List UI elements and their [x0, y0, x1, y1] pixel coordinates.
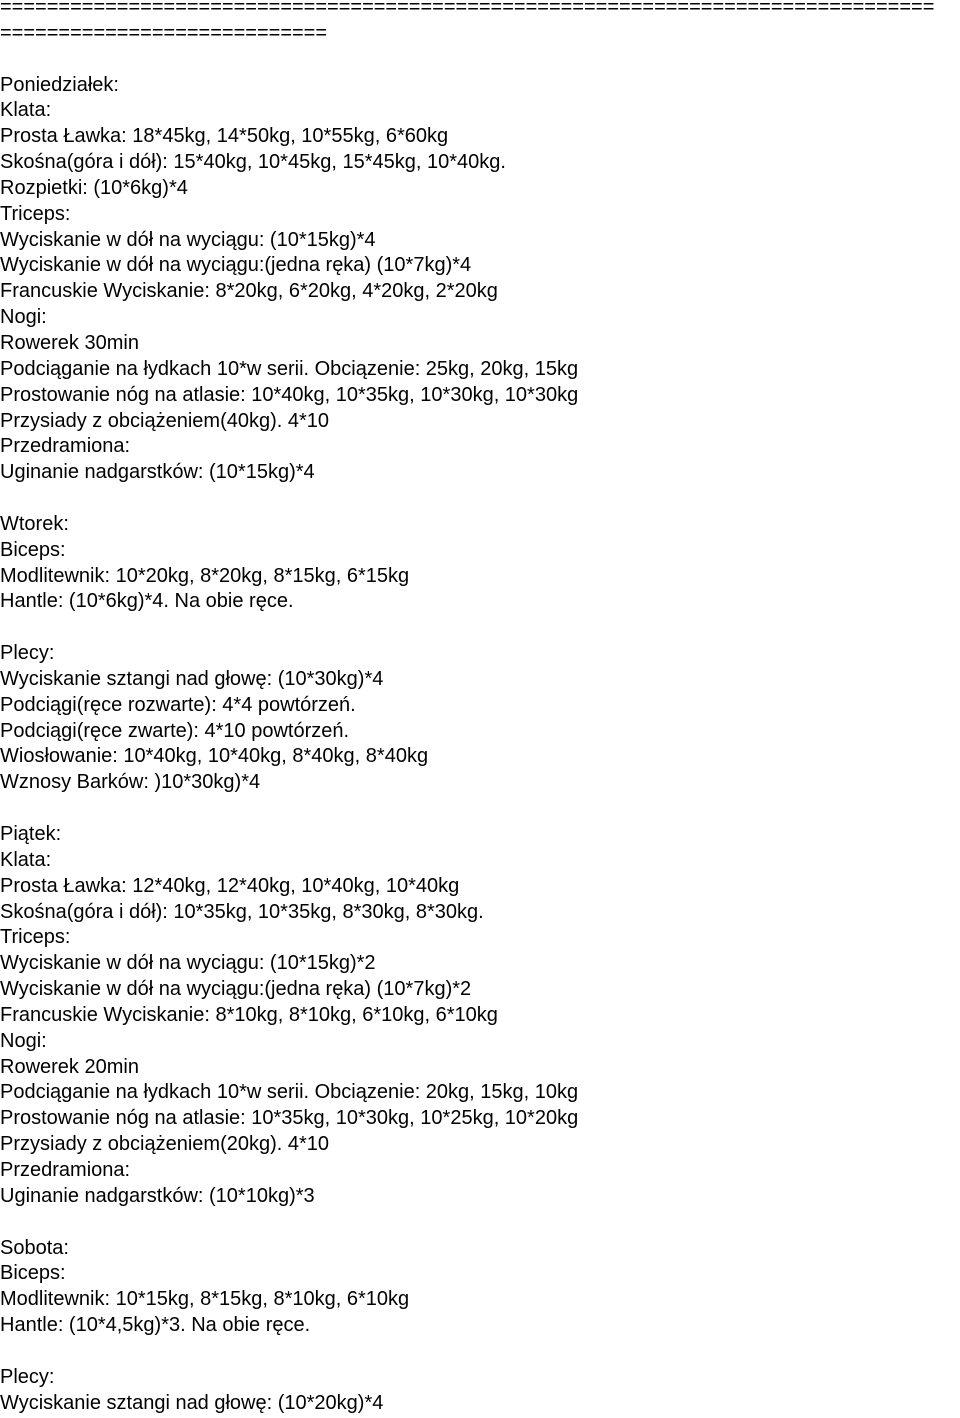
divider-line: ============================ — [0, 21, 328, 44]
text-line: Wiosłowanie: 10*40kg, 10*40kg, 8*40kg, 8*40kg — [0, 745, 429, 768]
section-heading: Klata: — [0, 99, 52, 122]
text-line: Modlitewnik: 10*15kg, 8*15kg, 8*10kg, 6*10kg — [0, 1288, 410, 1311]
text-line: Podciągi(ręce zwarte): 4*10 powtórzeń. — [0, 719, 350, 742]
text-line: Hantle: (10*4,5kg)*3. Na obie ręce. — [0, 1314, 311, 1337]
text-line: Francuskie Wyciskanie: 8*10kg, 8*10kg, 6*10kg, 6*10kg — [0, 1003, 498, 1026]
section-heading: Klata: — [0, 848, 52, 871]
text-line: Wyciskanie w dół na wyciągu:(jedna ręka) (10*7kg)*4 — [0, 254, 472, 277]
section-heading: Nogi: — [0, 306, 47, 329]
section-heading: Biceps: — [0, 1262, 66, 1285]
section-heading: Biceps: — [0, 538, 66, 561]
text-line: Rozpietki: (10*6kg)*4 — [0, 176, 188, 199]
blank-line — [0, 1339, 960, 1365]
blank-line — [0, 796, 960, 822]
section-heading: Triceps: — [0, 926, 71, 949]
blank-line — [0, 486, 960, 512]
section-heading: Przedramiona: — [0, 435, 131, 458]
text-line: Wyciskanie w dół na wyciągu: (10*15kg)*4 — [0, 228, 376, 251]
text-line: Modlitewnik: 10*20kg, 8*20kg, 8*15kg, 6*15kg — [0, 564, 410, 587]
text-line: Wznosy Barków: )10*30kg)*4 — [0, 771, 261, 794]
text-line: Wyciskanie sztangi nad głowę: (10*30kg)*4 — [0, 667, 384, 690]
section-heading: Plecy: — [0, 1365, 55, 1388]
workout-plan-text — [0, 73, 960, 1417]
text-line: Hantle: (10*6kg)*4. Na obie ręce. — [0, 590, 294, 613]
text-line: Uginanie nadgarstków: (10*15kg)*4 — [0, 461, 315, 484]
section-heading: Przedramiona: — [0, 1158, 131, 1181]
text-line: Rowerek 30min — [0, 331, 139, 354]
text-line: Skośna(góra i dół): 15*40kg, 10*45kg, 15*45kg, 10*40kg. — [0, 151, 506, 174]
blank-line — [0, 615, 960, 641]
text-line: Prosta Ławka: 12*40kg, 12*40kg, 10*40kg, 10*40kg — [0, 874, 460, 897]
text-line: Rowerek 20min — [0, 1055, 139, 1078]
text-line: Przysiady z obciążeniem(20kg). 4*10 — [0, 1133, 330, 1156]
section-heading: Poniedziałek: — [0, 73, 119, 96]
text-line: Wyciskanie w dół na wyciągu: (10*15kg)*2 — [0, 952, 376, 975]
section-heading: Sobota: — [0, 1236, 69, 1259]
blank-line — [0, 47, 960, 73]
blank-line — [0, 1210, 960, 1236]
section-heading: Nogi: — [0, 1029, 47, 1052]
text-line: Wyciskanie sztangi nad głowę: (10*20kg)*4 — [0, 1391, 384, 1414]
text-line: Wyciskanie w dół na wyciągu:(jedna ręka) (10*7kg)*2 — [0, 978, 472, 1001]
text-line: Prostowanie nóg na atlasie: 10*35kg, 10*30kg, 10*25kg, 10*20kg — [0, 1107, 579, 1130]
text-line: Przysiady z obciążeniem(40kg). 4*10 — [0, 409, 330, 432]
text-line: Podciąganie na łydkach 10*w serii. Obciązenie: 25kg, 20kg, 15kg — [0, 357, 579, 380]
text-line: Prostowanie nóg na atlasie: 10*40kg, 10*35kg, 10*30kg, 10*30kg — [0, 383, 579, 406]
text-line: Francuskie Wyciskanie: 8*20kg, 6*20kg, 4*20kg, 2*20kg — [0, 280, 498, 303]
text-line: Podciąganie na łydkach 10*w serii. Obciązenie: 20kg, 15kg, 10kg — [0, 1081, 579, 1104]
section-heading: Piątek: — [0, 823, 62, 845]
divider-line: ================================================================================ — [0, 0, 935, 18]
section-heading: Wtorek: — [0, 512, 69, 535]
text-line: Uginanie nadgarstków: (10*10kg)*3 — [0, 1184, 315, 1207]
section-heading: Plecy: — [0, 642, 55, 665]
text-line: Skośna(góra i dół): 10*35kg, 10*35kg, 8*30kg, 8*30kg. — [0, 900, 484, 923]
text-line: Podciągi(ręce rozwarte): 4*4 powtórzeń. — [0, 693, 356, 716]
section-heading: Triceps: — [0, 202, 71, 225]
text-line: Prosta Ławka: 18*45kg, 14*50kg, 10*55kg, 6*60kg — [0, 125, 449, 148]
